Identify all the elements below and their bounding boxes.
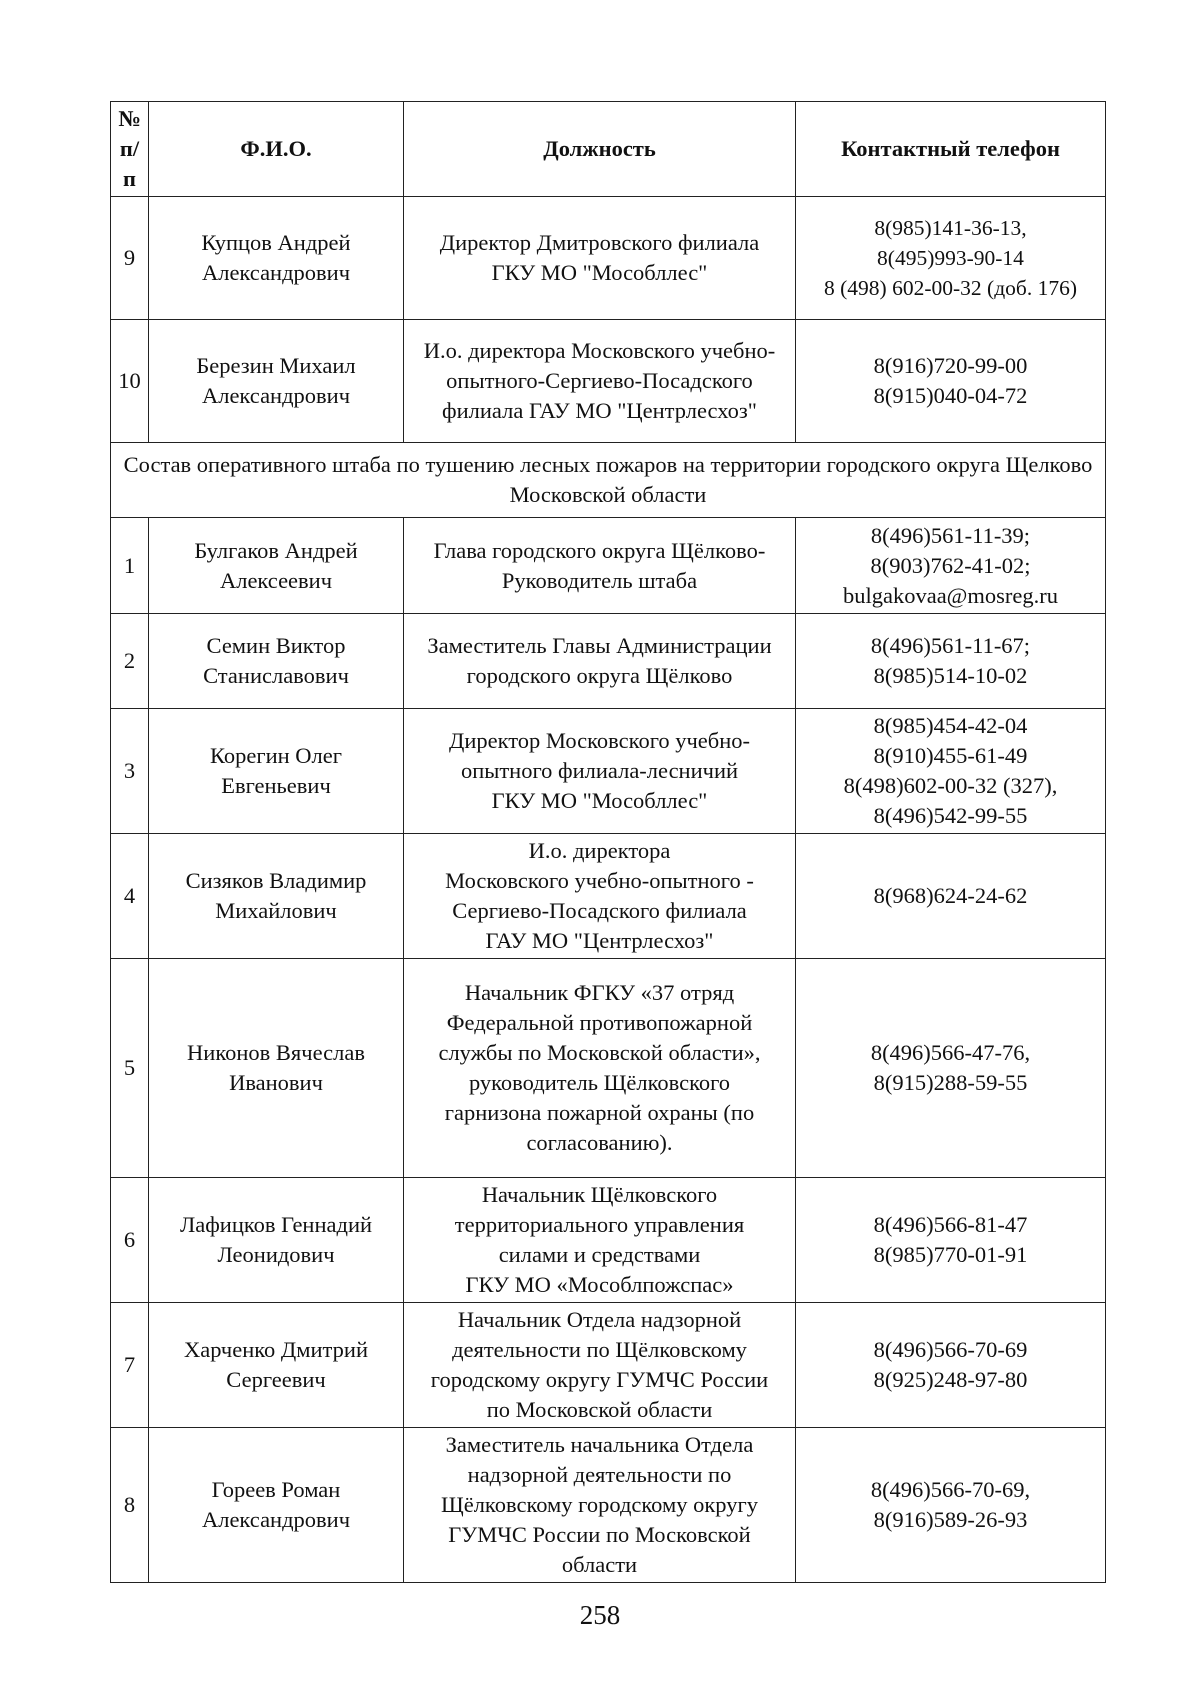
header-row bbox=[111, 102, 1106, 197]
table-row bbox=[111, 1428, 1106, 1583]
row-phone: 8(985)454-42-04 8(910)455-61-49 8(498)602-00-32 (327), 8(496)542-99-55 bbox=[796, 709, 1106, 834]
row-number: 7 bbox=[111, 1303, 149, 1428]
row-position: Начальник Щёлковского территориального управления силами и средствами ГКУ МО «Мособлпожспас» bbox=[404, 1178, 796, 1303]
row-position: Начальник ФГКУ «37 отряд Федеральной противопожарной службы по Московской области», руководитель Щёлковского гарнизона пожарной охраны (по согласованию). bbox=[404, 959, 796, 1178]
row-fio: Харченко Дмитрий Сергеевич bbox=[149, 1303, 404, 1428]
table-row bbox=[111, 709, 1106, 834]
row-number: 9 bbox=[111, 197, 149, 320]
row-number: 3 bbox=[111, 709, 149, 834]
row-fio: Корегин Олег Евгеньевич bbox=[149, 709, 404, 834]
table-row bbox=[111, 320, 1106, 443]
section-title: Состав оперативного штаба по тушению лесных пожаров на территории городского округа Щелково Московской области bbox=[111, 443, 1106, 518]
row-position: Начальник Отдела надзорной деятельности по Щёлковскому городскому округу ГУМЧС России по Московской области bbox=[404, 1303, 796, 1428]
row-phone: 8(916)720-99-00 8(915)040-04-72 bbox=[796, 320, 1106, 443]
row-fio: Булгаков Андрей Алексеевич bbox=[149, 518, 404, 614]
col-header-phone: Контактный телефон bbox=[796, 102, 1106, 197]
table-row bbox=[111, 1303, 1106, 1428]
table-row bbox=[111, 518, 1106, 614]
row-number: 8 bbox=[111, 1428, 149, 1583]
row-fio: Никонов Вячеслав Иванович bbox=[149, 959, 404, 1178]
table-row bbox=[111, 834, 1106, 959]
row-position: Директор Дмитровского филиала ГКУ МО "Мособллес" bbox=[404, 197, 796, 320]
staff-table bbox=[110, 101, 1106, 1583]
row-number: 10 bbox=[111, 320, 149, 443]
row-phone: 8(496)561-11-67; 8(985)514-10-02 bbox=[796, 614, 1106, 709]
row-fio: Купцов Андрей Александрович bbox=[149, 197, 404, 320]
row-phone: 8(496)566-47-76, 8(915)288-59-55 bbox=[796, 959, 1106, 1178]
row-phone: 8(496)561-11-39; 8(903)762-41-02; bulgakovaa@mosreg.ru bbox=[796, 518, 1106, 614]
row-phone: 8(968)624-24-62 bbox=[796, 834, 1106, 959]
row-number: 4 bbox=[111, 834, 149, 959]
row-fio: Лафицков Геннадий Леонидович bbox=[149, 1178, 404, 1303]
col-header-num: № п/ п bbox=[111, 102, 149, 197]
table-row bbox=[111, 197, 1106, 320]
row-fio: Сизяков Владимир Михайлович bbox=[149, 834, 404, 959]
row-fio: Гореев Роман Александрович bbox=[149, 1428, 404, 1583]
row-position: Глава городского округа Щёлково- Руководитель штаба bbox=[404, 518, 796, 614]
row-number: 5 bbox=[111, 959, 149, 1178]
row-phone: 8(496)566-70-69 8(925)248-97-80 bbox=[796, 1303, 1106, 1428]
row-phone: 8(496)566-81-47 8(985)770-01-91 bbox=[796, 1178, 1106, 1303]
row-fio: Березин Михаил Александрович bbox=[149, 320, 404, 443]
row-position: Заместитель Главы Администрации городского округа Щёлково bbox=[404, 614, 796, 709]
col-header-fio: Ф.И.О. bbox=[149, 102, 404, 197]
col-header-position: Должность bbox=[404, 102, 796, 197]
row-number: 1 bbox=[111, 518, 149, 614]
row-position: И.о. директора Московского учебно-опытного - Сергиево-Посадского филиала ГАУ МО "Центрлесхоз" bbox=[404, 834, 796, 959]
row-position: И.о. директора Московского учебно- опытного-Сергиево-Посадского филиала ГАУ МО "Центрлесхоз" bbox=[404, 320, 796, 443]
row-position: Директор Московского учебно- опытного филиала-лесничий ГКУ МО "Мособллес" bbox=[404, 709, 796, 834]
page-number: 258 bbox=[579, 1600, 621, 1630]
table-row bbox=[111, 1178, 1106, 1303]
row-number: 6 bbox=[111, 1178, 149, 1303]
row-phone: 8(985)141-36-13, 8(495)993-90-14 8 (498) 602-00-32 (доб. 176) bbox=[796, 197, 1106, 320]
table-row bbox=[111, 614, 1106, 709]
row-fio: Семин Виктор Станиславович bbox=[149, 614, 404, 709]
section-row bbox=[111, 443, 1106, 518]
table-row bbox=[111, 959, 1106, 1178]
row-number: 2 bbox=[111, 614, 149, 709]
row-phone: 8(496)566-70-69, 8(916)589-26-93 bbox=[796, 1428, 1106, 1583]
row-position: Заместитель начальника Отдела надзорной деятельности по Щёлковскому городскому округу ГУМЧС России по Московской области bbox=[404, 1428, 796, 1583]
